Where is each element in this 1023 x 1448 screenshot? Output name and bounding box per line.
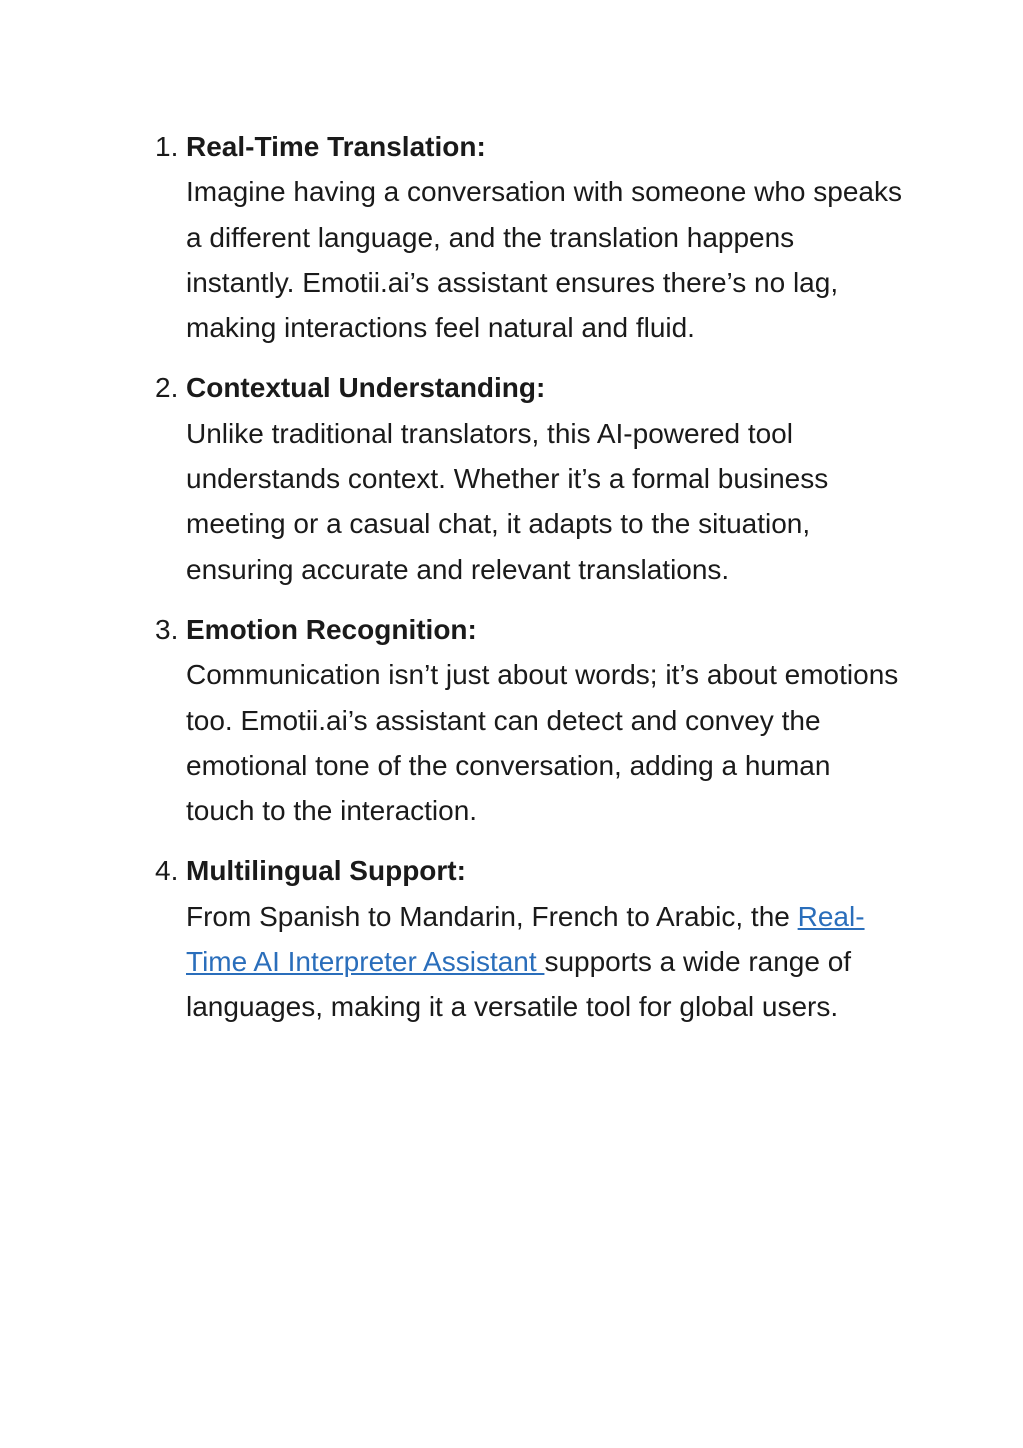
item-text <box>186 894 905 1030</box>
item-text: Imagine having a conversation with someone who speaks a different language, and the translation happens instantly. Emotii.ai’s assistant ensures there’s no lag, making interactions feel natural and fluid. <box>186 176 902 344</box>
item-heading: Emotion Recognition: <box>186 613 477 645</box>
item-heading: Multilingual Support: <box>186 855 466 887</box>
list-item <box>155 124 905 350</box>
list-item <box>155 848 905 1029</box>
item-text: Unlike traditional translators, this AI-powered tool understands context. Whether it’s a formal business meeting or a casual chat, it adapts to the situation, ensuring accurate and relevant translations. <box>186 417 829 585</box>
item-heading: Contextual Understanding: <box>186 372 546 404</box>
item-heading: Real-Time Translation: <box>186 131 486 162</box>
text-after-link: supports a wide range of languages, making it a versatile tool for global users. <box>186 946 852 1023</box>
item-text: Communication isn’t just about words; it’s about emotions too. Emotii.ai’s assistant can detect and convey the emotional tone of the conversation, adding a human touch to the interaction. <box>186 659 899 827</box>
interpreter-assistant-link[interactable]: Real-Time AI Interpreter Assistant <box>186 900 865 978</box>
text-before-link: From Spanish to Mandarin, French to Arabic, the <box>186 900 798 932</box>
list-item <box>155 365 905 591</box>
list-number: 4. <box>155 855 179 887</box>
list-number: 2. <box>155 372 179 404</box>
list-number: 1. <box>155 131 179 162</box>
list-item <box>155 607 905 833</box>
list-number: 3. <box>155 613 179 645</box>
feature-list <box>155 124 905 1045</box>
